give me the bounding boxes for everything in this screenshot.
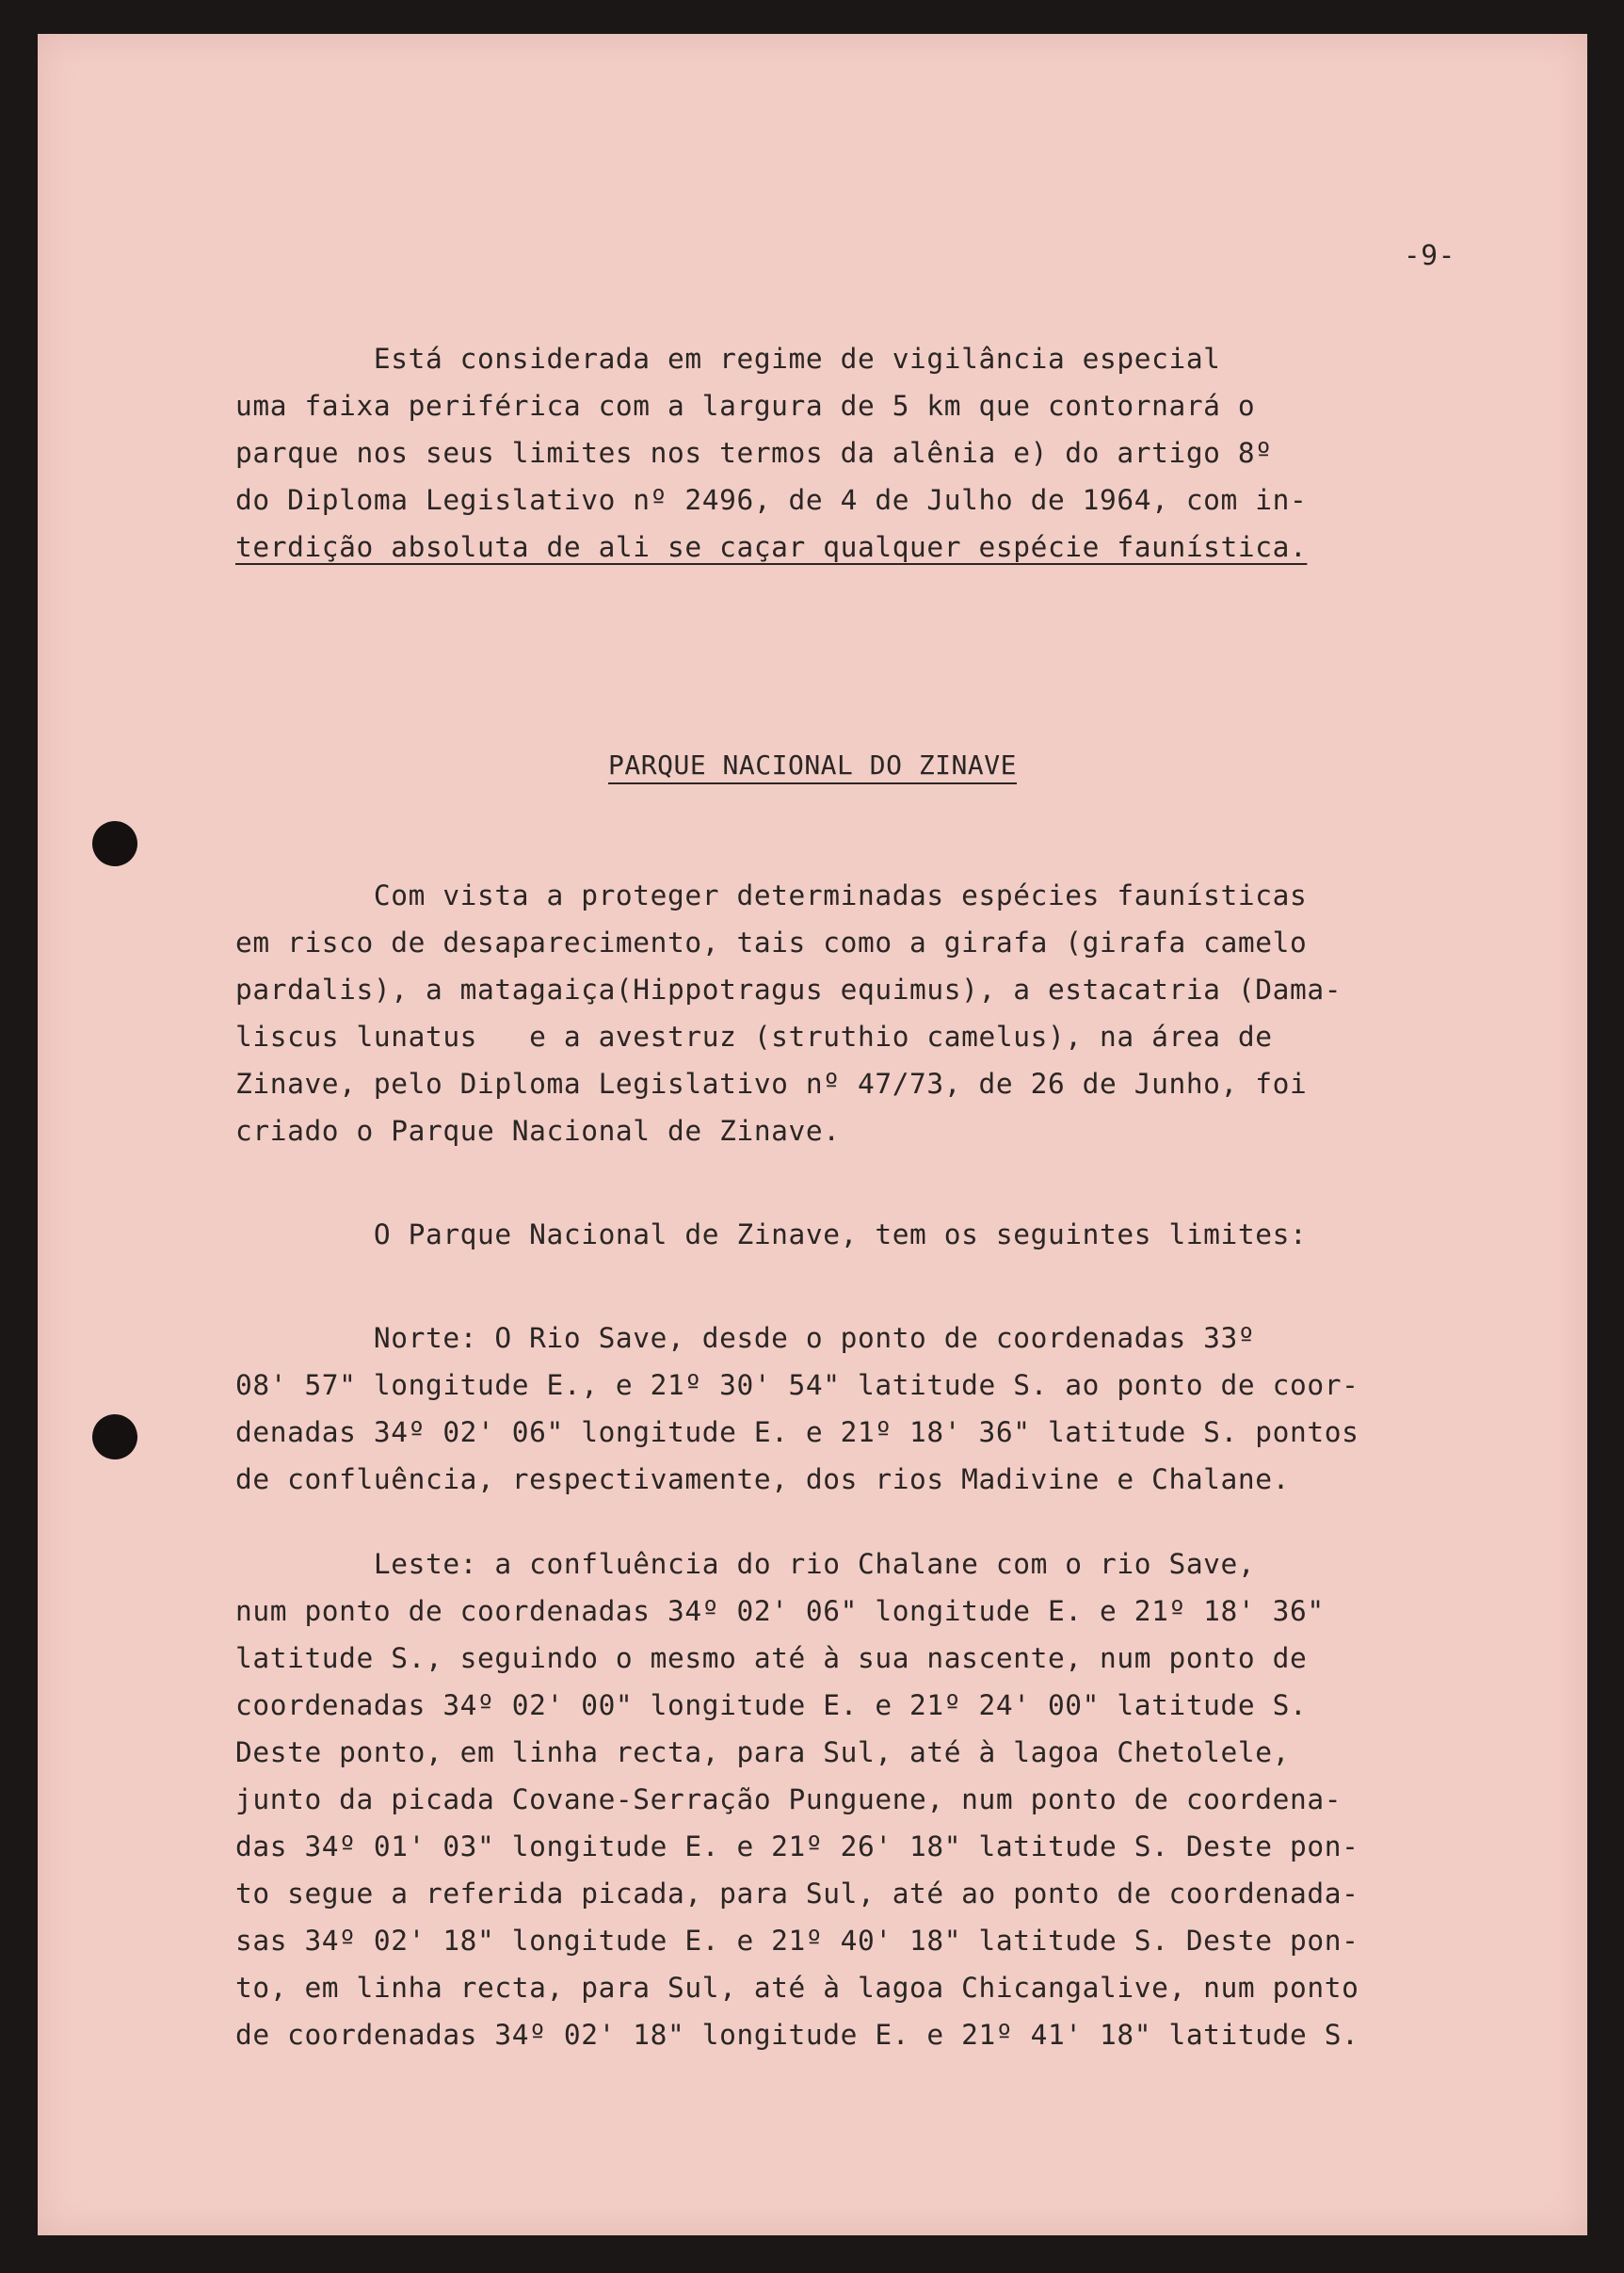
text-line: Está considerada em regime de vigilância especial [235,343,1221,375]
text-line: junto da picada Covane-Serração Punguene, num ponto de coordena- [235,1783,1343,1815]
text-line: Leste: a confluência do rio Chalane com o rio Save, [235,1548,1256,1580]
paragraph-criacao [235,872,1487,1154]
paragraph-norte [235,1314,1487,1503]
text-line: de coordenadas 34º 02' 18" longitude E. e 21º 41' 18" latitude S. [235,2019,1359,2051]
page-number: -9- [1403,239,1455,271]
text-line: do Diploma Legislativo nº 2496, de 4 de Julho de 1964, com in- [235,484,1308,516]
text-line: liscus lunatus e a avestruz (struthio camelus), na área de [235,1021,1273,1053]
text-line: parque nos seus limites nos termos da alênia e) do artigo 8º [235,437,1273,469]
text-line: latitude S., seguindo o mesmo até à sua nascente, num ponto de [235,1642,1308,1674]
text-line: sas 34º 02' 18" longitude E. e 21º 40' 18" latitude S. Deste pon- [235,1925,1359,1957]
paragraph-vigilancia [235,335,1487,571]
section-heading [38,750,1587,781]
text-line: num ponto de coordenadas 34º 02' 06" longitude E. e 21º 18' 36" [235,1595,1325,1627]
text-line: Deste ponto, em linha recta, para Sul, até à lagoa Chetolele, [235,1736,1290,1768]
text-line: das 34º 01' 03" longitude E. e 21º 26' 18" latitude S. Deste pon- [235,1830,1359,1862]
text-line: em risco de desaparecimento, tais como a girafa (girafa camelo [235,927,1308,959]
text-line: Com vista a proteger determinadas espécies faunísticas [235,879,1308,911]
text-line: Norte: O Rio Save, desde o ponto de coordenadas 33º [235,1322,1256,1354]
text-line: de confluência, respectivamente, dos rios Madivine e Chalane. [235,1463,1290,1495]
heading-text: PARQUE NACIONAL DO ZINAVE [608,750,1017,781]
document-page [38,34,1587,2235]
text-line: coordenadas 34º 02' 00" longitude E. e 21º 24' 00" latitude S. [235,1689,1308,1721]
text-line: 08' 57" longitude E., e 21º 30' 54" latitude S. ao ponto de coor- [235,1369,1359,1401]
punch-hole-bottom [92,1414,137,1459]
text-line: criado o Parque Nacional de Zinave. [235,1115,841,1147]
text-line: O Parque Nacional de Zinave, tem os seguintes limites: [235,1218,1308,1250]
paragraph-limites [235,1211,1487,1258]
text-line: uma faixa periférica com a largura de 5 km que contornará o [235,390,1256,422]
text-line: to segue a referida picada, para Sul, até ao ponto de coordenada- [235,1878,1359,1910]
text-line: to, em linha recta, para Sul, até à lagoa Chicangalive, num ponto [235,1972,1359,2004]
text-line: denadas 34º 02' 06" longitude E. e 21º 18' 36" latitude S. pontos [235,1416,1359,1448]
paragraph-leste [235,1540,1487,2058]
text-line: Zinave, pelo Diploma Legislativo nº 47/73, de 26 de Junho, foi [235,1068,1308,1100]
punch-hole-top [92,821,137,866]
underlined-text-line: terdição absoluta de ali se caçar qualquer espécie faunística. [235,531,1308,563]
text-line: pardalis), a matagaiça(Hippotragus equimus), a estacatria (Dama- [235,974,1343,1006]
